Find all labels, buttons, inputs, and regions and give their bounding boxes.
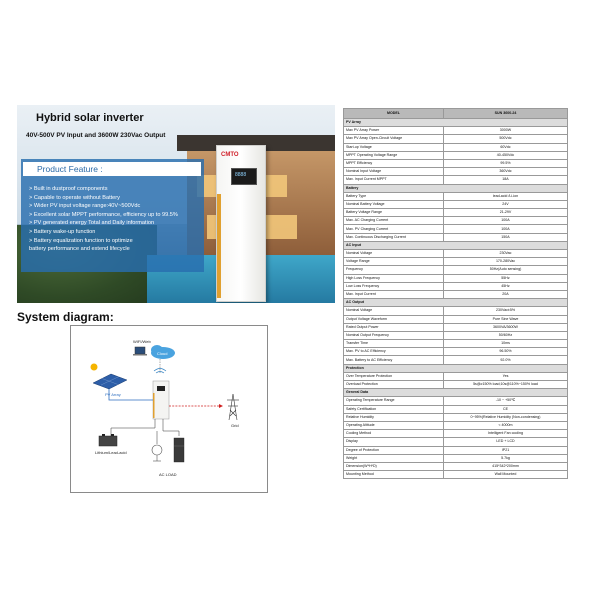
wifi-label: WIFI/Web xyxy=(133,339,151,344)
spec-param: Frequency xyxy=(344,266,444,274)
spec-section-row xyxy=(344,119,568,127)
spec-value: 5s@≥150% load;10s@110%~150% load xyxy=(444,381,568,389)
system-diagram xyxy=(70,325,268,493)
fan-icon xyxy=(152,445,162,461)
banner-title: Hybrid solar inverter xyxy=(36,112,144,124)
spec-row xyxy=(344,405,568,413)
spec-value: 55Hz xyxy=(444,274,568,282)
spec-section-title: PV Array xyxy=(344,119,568,127)
spec-row xyxy=(344,421,568,429)
spec-param: Max. Battery to AC Efficiency xyxy=(344,356,444,364)
spec-param: Degree of Protection xyxy=(344,446,444,454)
spec-value: 40-450Vdc xyxy=(444,151,568,159)
spec-value: Pure Sine Wave xyxy=(444,315,568,323)
spec-param: Max. AC Charging Current xyxy=(344,217,444,225)
spec-row xyxy=(344,307,568,315)
spec-body xyxy=(344,119,568,479)
load-connection-line xyxy=(163,419,179,436)
spec-param: Start-up Voltage xyxy=(344,143,444,151)
spec-param: Nominal Input Voltage xyxy=(344,168,444,176)
spec-section-row xyxy=(344,364,568,372)
spec-value: 415*342*200mm xyxy=(444,462,568,470)
feature-item: > Excellent solar MPPT performance, efficiency up to 99.5% xyxy=(29,211,178,218)
product-banner xyxy=(17,105,335,303)
spec-row xyxy=(344,209,568,217)
spec-row xyxy=(344,446,568,454)
inverter-icon xyxy=(153,381,169,419)
inverter-image xyxy=(216,145,266,302)
spec-value: 99.5% xyxy=(444,159,568,167)
spec-param: Safety Certification xyxy=(344,405,444,413)
spec-section-title: General Data xyxy=(344,389,568,397)
spec-value: 100A xyxy=(444,225,568,233)
feature-list xyxy=(29,185,178,254)
spec-value: Wall Mounted xyxy=(444,471,568,479)
cloud-label: Cloud xyxy=(157,351,168,356)
spec-row xyxy=(344,438,568,446)
spec-value: Intelligent Fan cooling xyxy=(444,430,568,438)
spec-header-model: MODEL xyxy=(344,109,444,119)
spec-row xyxy=(344,340,568,348)
spec-value: 150A xyxy=(444,233,568,241)
spec-row xyxy=(344,454,568,462)
spec-value: 5.7kg xyxy=(444,454,568,462)
feature-item: > Battery equalization function to optimize xyxy=(29,237,133,244)
spec-param: Low Loss Frequency xyxy=(344,282,444,290)
spec-param: Max PV Array Open-Circuit Voltage xyxy=(344,135,444,143)
spec-row xyxy=(344,192,568,200)
spec-value: 24V xyxy=(444,200,568,208)
spec-param: Over Temperature Protection xyxy=(344,372,444,380)
spec-section-row xyxy=(344,241,568,249)
spec-param: Overload Protection xyxy=(344,381,444,389)
spec-param: Output Voltage Waveform xyxy=(344,315,444,323)
spec-value: 100A xyxy=(444,217,568,225)
inverter-screen xyxy=(231,168,257,185)
spec-value: 360Vdc xyxy=(444,168,568,176)
spec-row xyxy=(344,258,568,266)
spec-row xyxy=(344,397,568,405)
spec-param: Max. Continuous Discharging Current xyxy=(344,233,444,241)
spec-section-row xyxy=(344,299,568,307)
spec-param: Max PV Array Power xyxy=(344,127,444,135)
spec-param: Nominal Voltage xyxy=(344,250,444,258)
spec-value: 21-29V xyxy=(444,209,568,217)
spec-row xyxy=(344,127,568,135)
spec-param: Mounting Method xyxy=(344,471,444,479)
spec-value: 18A xyxy=(444,176,568,184)
pv-label: PV Array xyxy=(105,392,121,397)
spec-value: CE xyxy=(444,405,568,413)
power-pylon-icon xyxy=(227,394,239,420)
spec-row xyxy=(344,159,568,167)
spec-param: Max. PV Charging Current xyxy=(344,225,444,233)
spec-value: 0~95%(Relative Humidity (Non-condensing) xyxy=(444,413,568,421)
spec-value: 3600VA/3600W xyxy=(444,323,568,331)
spec-row xyxy=(344,225,568,233)
load-label: AC LOAD xyxy=(159,472,177,477)
spec-row xyxy=(344,323,568,331)
spec-param: Weight xyxy=(344,454,444,462)
spec-param: Operating Altitude xyxy=(344,421,444,429)
spec-row xyxy=(344,331,568,339)
spec-row xyxy=(344,348,568,356)
spec-header-model-value: SUN 3600-24 xyxy=(444,109,568,119)
spec-value: < 4000m xyxy=(444,421,568,429)
battery-icon xyxy=(99,434,117,446)
spec-param: Nominal Output Frequency xyxy=(344,331,444,339)
banner-subtitle: 40V-500V PV Input and 3600W 230Vac Output xyxy=(26,132,166,139)
feature-panel xyxy=(21,159,204,272)
spec-section-row xyxy=(344,389,568,397)
feature-item: > Built in dustproof components xyxy=(29,186,108,192)
diagram-drawing xyxy=(71,326,267,492)
spec-row xyxy=(344,168,568,176)
feature-item: battery performance and extend lifecycle xyxy=(29,246,130,253)
spec-param: Battery Type xyxy=(344,192,444,200)
spec-param: Cooling Method xyxy=(344,430,444,438)
spec-row xyxy=(344,430,568,438)
spec-param: Relative Humidity xyxy=(344,413,444,421)
spec-value: 45Hz xyxy=(444,282,568,290)
spec-param: Dimension(W*H*D) xyxy=(344,462,444,470)
spec-section-title: AC Output xyxy=(344,299,568,307)
spec-row xyxy=(344,200,568,208)
spec-row xyxy=(344,471,568,479)
solar-panel-icon xyxy=(93,374,127,389)
spec-row xyxy=(344,356,568,364)
spec-value: IP21 xyxy=(444,446,568,454)
inverter-screen-readout: 8888 xyxy=(235,172,247,178)
feature-item: > Battery wake-up function xyxy=(29,228,96,235)
spec-param: Nominal Voltage xyxy=(344,307,444,315)
sun-icon xyxy=(91,364,98,371)
spec-row xyxy=(344,176,568,184)
spec-header-row xyxy=(344,109,568,119)
spec-row xyxy=(344,266,568,274)
spec-row xyxy=(344,315,568,323)
system-diagram-heading: System diagram: xyxy=(17,310,114,324)
spec-section-title: Protection xyxy=(344,364,568,372)
spec-section-title: AC Input xyxy=(344,241,568,249)
spec-row xyxy=(344,462,568,470)
spec-value: 96.50% xyxy=(444,348,568,356)
spec-param: Voltage Range xyxy=(344,258,444,266)
spec-row xyxy=(344,381,568,389)
spec-row xyxy=(344,274,568,282)
spec-value: 500Vdc xyxy=(444,135,568,143)
grid-label: Grid xyxy=(231,423,239,428)
battery-label: Lithium/Lead-acid xyxy=(95,450,127,455)
spec-row xyxy=(344,233,568,241)
spec-param: Display xyxy=(344,438,444,446)
spec-value: 230Vac xyxy=(444,250,568,258)
spec-param: Battery Voltage Range xyxy=(344,209,444,217)
feature-item: > Wider PV input voltage range:40V~500Vdc xyxy=(29,203,141,210)
spec-param: Rated Output Power xyxy=(344,323,444,331)
battery-connection-line xyxy=(111,419,155,436)
spec-value: LED + LCD xyxy=(444,438,568,446)
spec-row xyxy=(344,217,568,225)
inverter-stripe xyxy=(217,194,221,298)
spec-param: Max. Input Current xyxy=(344,290,444,298)
spec-param: Max. PV to AC Efficiency xyxy=(344,348,444,356)
spec-param: Nominal Battery Voltage xyxy=(344,200,444,208)
spec-row xyxy=(344,135,568,143)
spec-row xyxy=(344,413,568,421)
feature-heading: Product Feature : xyxy=(23,162,201,176)
spec-value: -10 ~ +50℃ xyxy=(444,397,568,405)
spec-row xyxy=(344,143,568,151)
feature-item: > PV generated energy Total and Daily information xyxy=(29,220,155,227)
spec-section-title: Battery xyxy=(344,184,568,192)
spec-value: 92.0% xyxy=(444,356,568,364)
spec-param: MPPT Operating Voltage Range xyxy=(344,151,444,159)
spec-value: 50/60Hz xyxy=(444,331,568,339)
specification-table xyxy=(343,108,568,479)
refrigerator-icon xyxy=(174,438,184,462)
spec-value: 10ms xyxy=(444,340,568,348)
spec-row xyxy=(344,151,568,159)
spec-row xyxy=(344,372,568,380)
spec-value: Yes xyxy=(444,372,568,380)
spec-param: MPPT Efficiency xyxy=(344,159,444,167)
spec-row xyxy=(344,282,568,290)
spec-param: Operating Temperature Range xyxy=(344,397,444,405)
spec-param: Transfer Time xyxy=(344,340,444,348)
spec-param: High Loss Frequency xyxy=(344,274,444,282)
feature-item: > Capable to operate without Battery xyxy=(29,194,120,201)
spec-value: 170-280Vac xyxy=(444,258,568,266)
spec-value: 3000W xyxy=(444,127,568,135)
spec-section-row xyxy=(344,184,568,192)
spec-row xyxy=(344,250,568,258)
spec-value: 60Vdc xyxy=(444,143,568,151)
inverter-brand-logo: CMTO xyxy=(221,152,239,158)
spec-param: Max. Input Current MPPT xyxy=(344,176,444,184)
spec-value: 20A xyxy=(444,290,568,298)
spec-value: 50Hz(Auto sensing) xyxy=(444,266,568,274)
spec-row xyxy=(344,290,568,298)
laptop-icon xyxy=(133,347,147,356)
spec-value: 230Vac±5% xyxy=(444,307,568,315)
spec-value: lead-acid /Li-ion xyxy=(444,192,568,200)
